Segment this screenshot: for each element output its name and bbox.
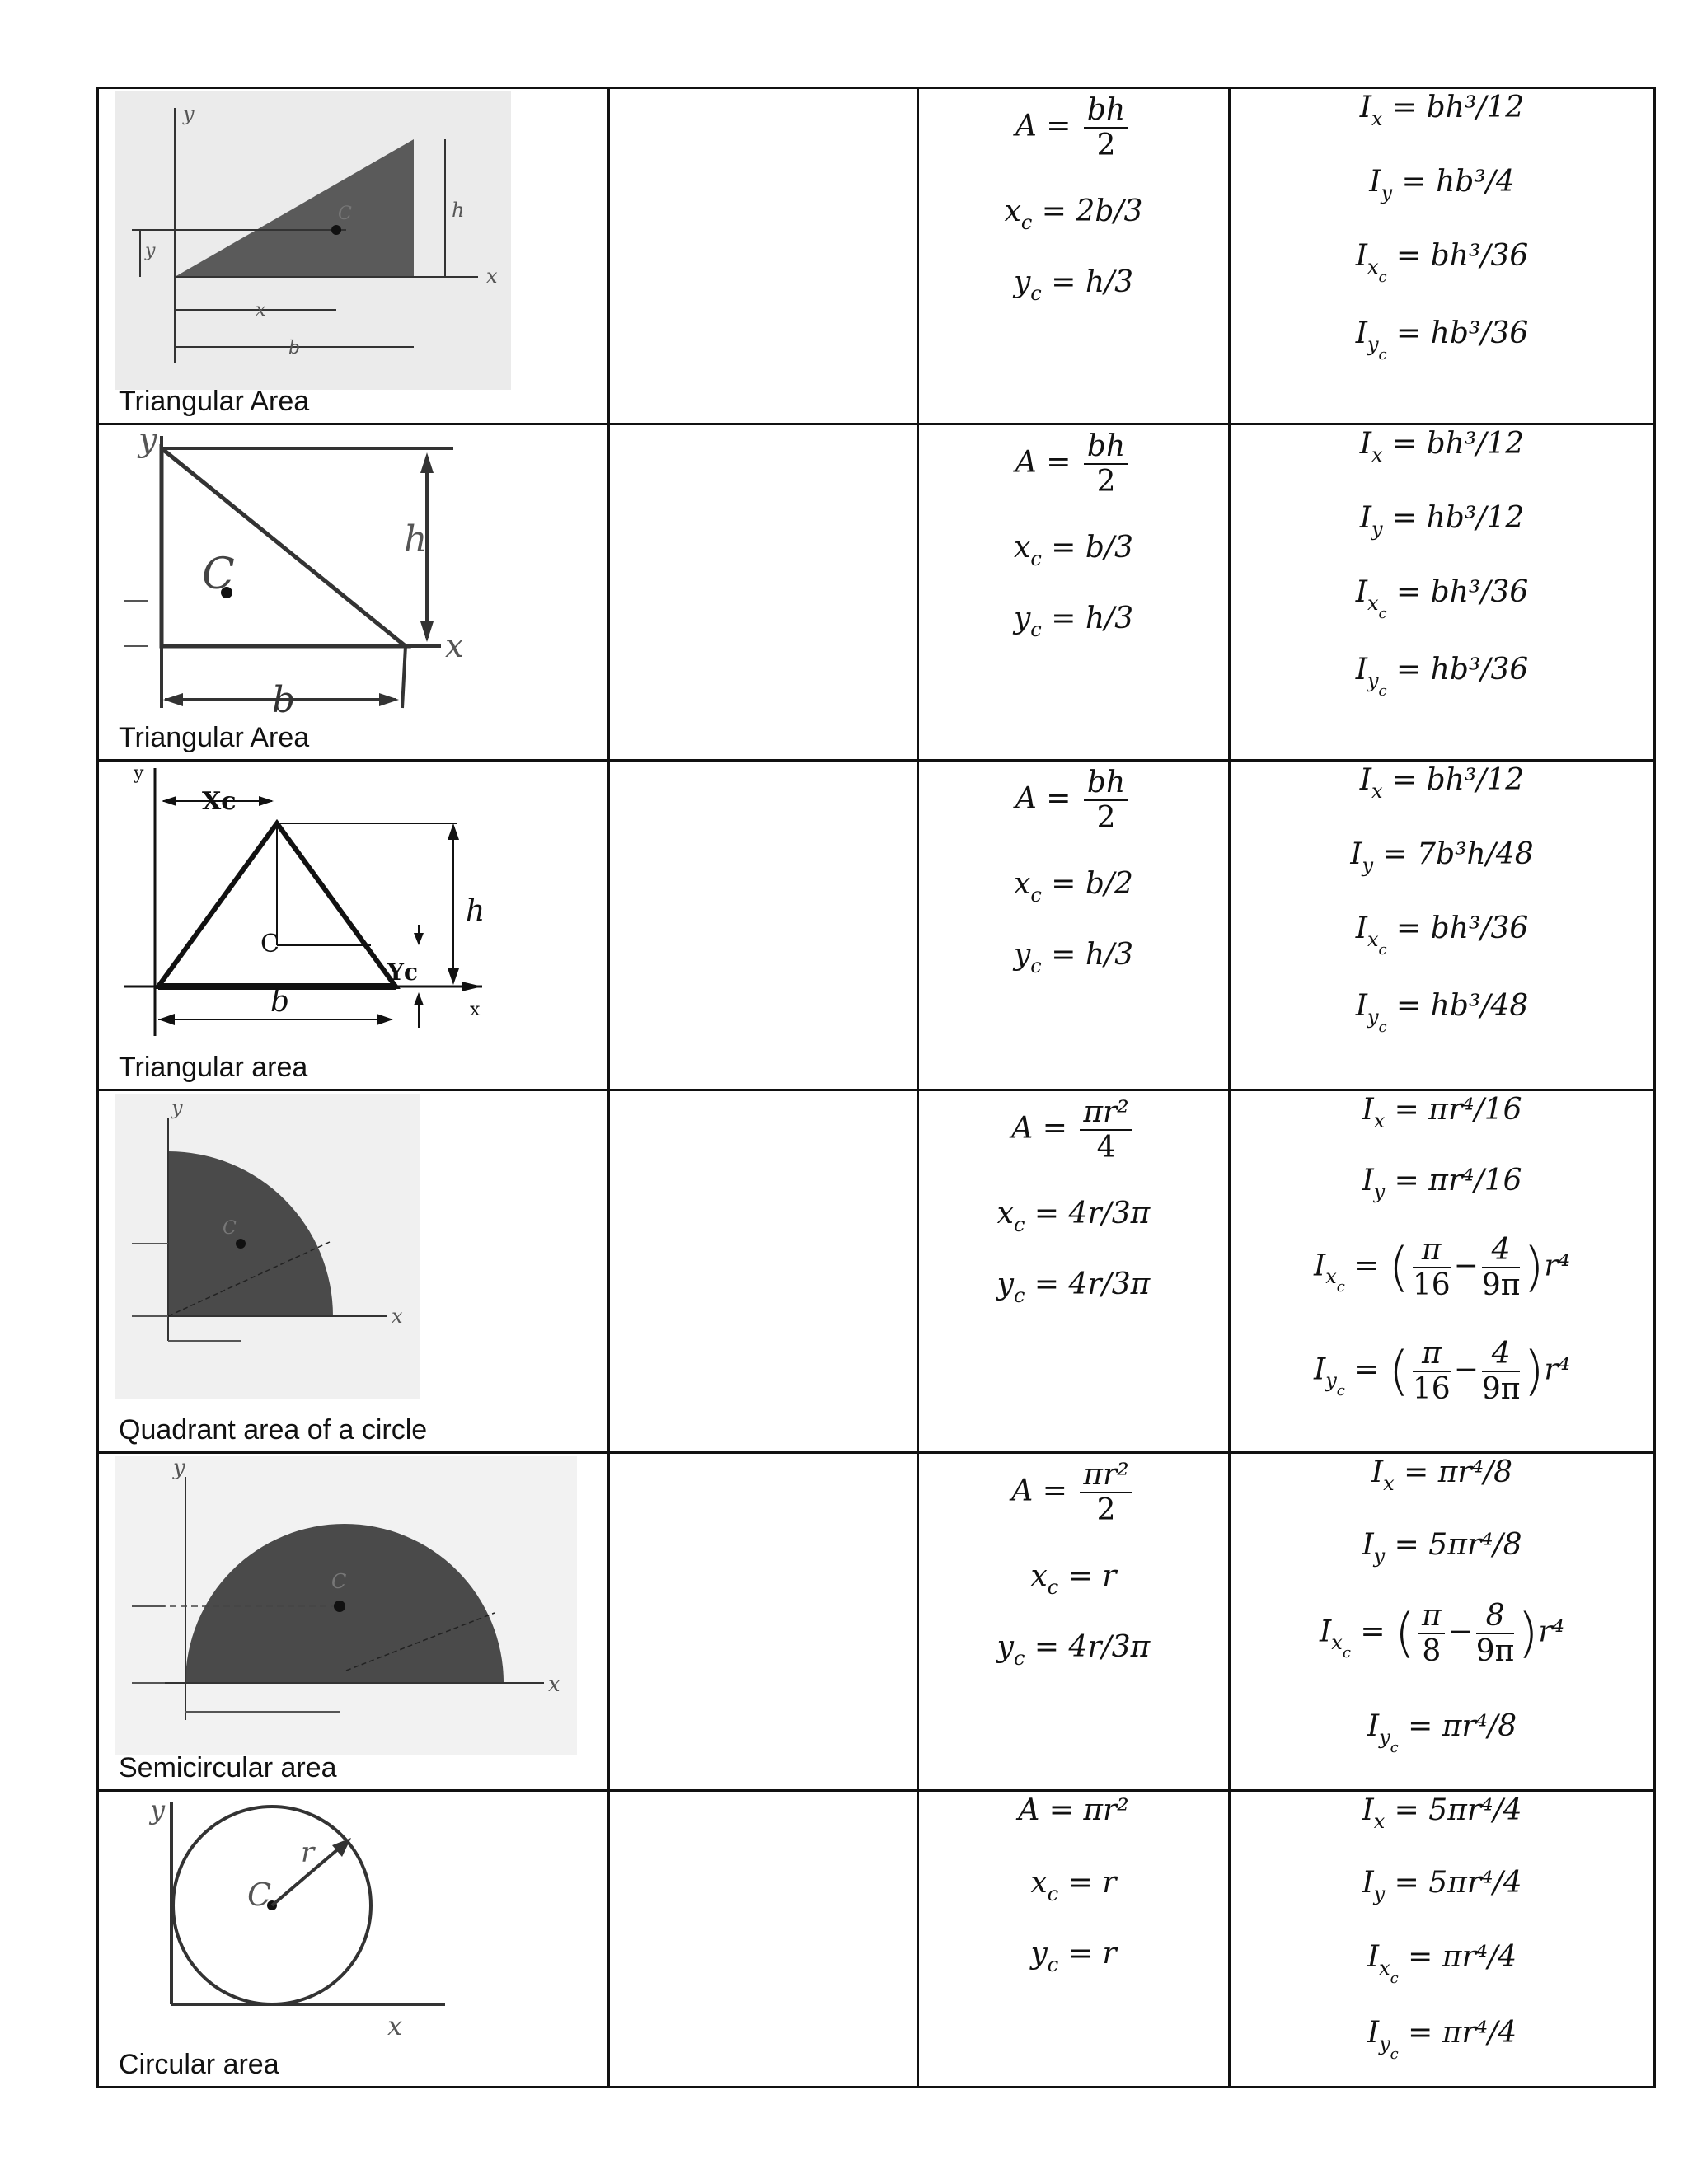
iyc-formula: $I_{y_c} = hb^3/36$	[1355, 316, 1529, 363]
right-triangle-figure-2	[115, 421, 464, 726]
ixc-formula: $I_{x_c}$ = ( $\frac{\pi}{16}$ − $\frac{4}{9\pi}$ )r⁴	[1313, 1233, 1571, 1303]
ix-formula: $I_x = \pi r^4/8$	[1371, 1455, 1513, 1495]
xc-formula: $x_c = 2b/3$	[1004, 194, 1143, 234]
empty-cell	[609, 1453, 918, 1791]
area-formula: A = $\frac{bh}{2}$	[919, 93, 1228, 163]
table-row	[98, 1090, 1655, 1453]
circle-figure	[115, 1794, 462, 2058]
figure-cell	[98, 1791, 609, 2088]
inertia-cell	[1230, 761, 1655, 1090]
iyc-formula: $I_{y_c} = \pi r^4/8$	[1367, 1709, 1517, 1756]
iyc-formula: $I_{y_c} = hb^3/48$	[1355, 989, 1529, 1036]
base-label: b	[288, 338, 301, 359]
ix-formula: $I_x = bh^3/12$	[1359, 427, 1525, 466]
yc-formula: $y_c = 4r/3\pi$	[996, 1630, 1151, 1670]
shape-caption: Quadrant area of a circle	[119, 1414, 428, 1446]
x-axis-label: x	[470, 1000, 481, 1020]
inertia-cell	[1230, 1791, 1655, 2088]
xc-formula: $x_c = r$	[1030, 1866, 1117, 1905]
centroid-label: C	[338, 204, 352, 224]
y-axis-label: y	[138, 421, 157, 459]
right-triangle-figure	[115, 91, 511, 390]
figure-cell	[98, 1090, 609, 1453]
ixc-formula: $I_{x_c}$ = ( $\frac{\pi}{8}$ − $\frac{8}{9\pi}$ )r⁴	[1320, 1599, 1564, 1669]
xc-formula: $x_c = 4r/3\pi$	[996, 1197, 1151, 1236]
figure-cell	[98, 1453, 609, 1791]
area-centroid-cell	[918, 1090, 1230, 1453]
centroid-label: C	[202, 550, 235, 599]
y-axis-label: y	[171, 1096, 183, 1119]
iyc-formula: $I_{y_c} = hb^3/36$	[1355, 653, 1529, 700]
ixc-formula: $I_{x_c} = bh^3/36$	[1355, 575, 1529, 622]
area-formula: A = πr²	[1018, 1793, 1129, 1827]
iy-formula: $I_y = hb^3/4$	[1369, 165, 1515, 204]
table-row	[98, 1791, 1655, 2088]
y-axis-label: y	[150, 1794, 166, 1825]
ixc-formula: $I_{x_c} = bh^3/36$	[1355, 239, 1529, 286]
yc-label: Yc	[387, 958, 419, 986]
area-centroid-cell	[918, 88, 1230, 424]
shape-caption: Circular area	[119, 2049, 279, 2080]
area-formula: A = $\frac{bh}{2}$	[919, 429, 1228, 499]
x-axis-label: x	[445, 627, 464, 665]
area-formula: A = $\frac{\text{πr²}}{2}$	[919, 1458, 1228, 1528]
yc-formula: $y_c = r$	[1030, 1937, 1117, 1976]
shape-caption: Triangular Area	[119, 386, 310, 417]
y-axis-label: y	[134, 763, 144, 784]
iy-formula: $I_y = 7b^3h/48$	[1350, 837, 1534, 877]
yc-formula: $y_c = h/3$	[1013, 602, 1134, 641]
iy-formula: $I_y = hb^3/12$	[1359, 501, 1525, 541]
xc-label: x	[256, 300, 266, 321]
iyc-formula: $I_{y_c} = \pi r^4/4$	[1367, 2016, 1517, 2063]
table-row	[98, 1453, 1655, 1791]
xc-formula: $x_c = b/2$	[1014, 867, 1133, 907]
yc-label: y	[145, 241, 156, 261]
ix-formula: $I_x = bh^3/12$	[1359, 763, 1525, 803]
yc-formula: $y_c = h/3$	[1013, 265, 1134, 305]
table-row	[98, 424, 1655, 761]
height-label: h	[404, 518, 428, 560]
inertia-cell	[1230, 424, 1655, 761]
centroid-label: C	[260, 930, 279, 958]
empty-cell	[609, 761, 918, 1090]
height-label: h	[466, 894, 485, 928]
iy-formula: $I_y = 5\pi r^4/4$	[1362, 1866, 1522, 1905]
ix-formula: $I_x = bh^3/12$	[1359, 91, 1525, 130]
empty-cell	[609, 1791, 918, 2088]
area-centroid-cell	[918, 424, 1230, 761]
x-axis-label: x	[548, 1672, 560, 1697]
xc-formula: $x_c = r$	[1030, 1559, 1117, 1599]
centroid-label: C	[331, 1570, 347, 1593]
empty-cell	[609, 1090, 918, 1453]
iy-formula: $I_y = \pi r^4/16$	[1362, 1164, 1522, 1203]
y-axis-label: y	[173, 1455, 185, 1480]
x-axis-label: x	[387, 2010, 403, 2041]
yc-formula: $y_c = h/3$	[1013, 938, 1134, 977]
figure-cell	[98, 761, 609, 1090]
iy-formula: $I_y = 5\pi r^4/8$	[1362, 1528, 1522, 1568]
yc-formula: $y_c = 4r/3\pi$	[996, 1268, 1151, 1307]
ixc-formula: $I_{x_c} = bh^3/36$	[1355, 912, 1529, 958]
empty-cell	[609, 424, 918, 761]
centroid-label: C	[247, 1877, 272, 1913]
area-formula: A = $\frac{bh}{2}$	[919, 766, 1228, 836]
figure-cell	[98, 88, 609, 424]
base-label: b	[270, 985, 290, 1019]
xc-label: Xc	[202, 787, 237, 816]
area-centroid-cell	[918, 1453, 1230, 1791]
inertia-cell	[1230, 1453, 1655, 1791]
height-label: h	[452, 199, 465, 222]
shape-caption: Semicircular area	[119, 1752, 337, 1783]
x-axis-label: x	[486, 265, 498, 288]
inertia-cell	[1230, 1090, 1655, 1453]
x-axis-label: x	[392, 1305, 403, 1328]
table-row	[98, 761, 1655, 1090]
base-label: b	[272, 679, 296, 721]
ix-formula: $I_x = 5\pi r^4/4$	[1362, 1793, 1522, 1833]
table-row	[98, 88, 1655, 424]
iyc-formula: $I_{y_c}$ = ( $\frac{\pi}{16}$ − $\frac{4}{9\pi}$ )r⁴	[1313, 1337, 1571, 1407]
figure-cell	[98, 421, 609, 761]
radius-label: r	[301, 1836, 315, 1869]
shape-caption: Triangular Area	[119, 722, 310, 753]
quadrant-figure	[115, 1094, 420, 1399]
y-axis-label: y	[183, 102, 195, 125]
xc-formula: $x_c = b/3$	[1014, 531, 1133, 570]
ixc-formula: $I_{x_c} = \pi r^4/4$	[1367, 1940, 1517, 1987]
ix-formula: $I_x = \pi r^4/16$	[1362, 1093, 1522, 1132]
empty-cell	[609, 88, 918, 424]
centroid-label: C	[223, 1218, 237, 1239]
inertia-cell	[1230, 88, 1655, 424]
area-centroid-cell	[918, 761, 1230, 1090]
section-properties-table	[96, 87, 1656, 2088]
shape-caption: Triangular area	[119, 1052, 308, 1083]
area-centroid-cell	[918, 1791, 1230, 2088]
isosceles-triangle-figure	[115, 764, 511, 1052]
semicircle-figure	[115, 1456, 577, 1755]
area-formula: A = $\frac{\text{πr²}}{4}$	[919, 1095, 1228, 1165]
